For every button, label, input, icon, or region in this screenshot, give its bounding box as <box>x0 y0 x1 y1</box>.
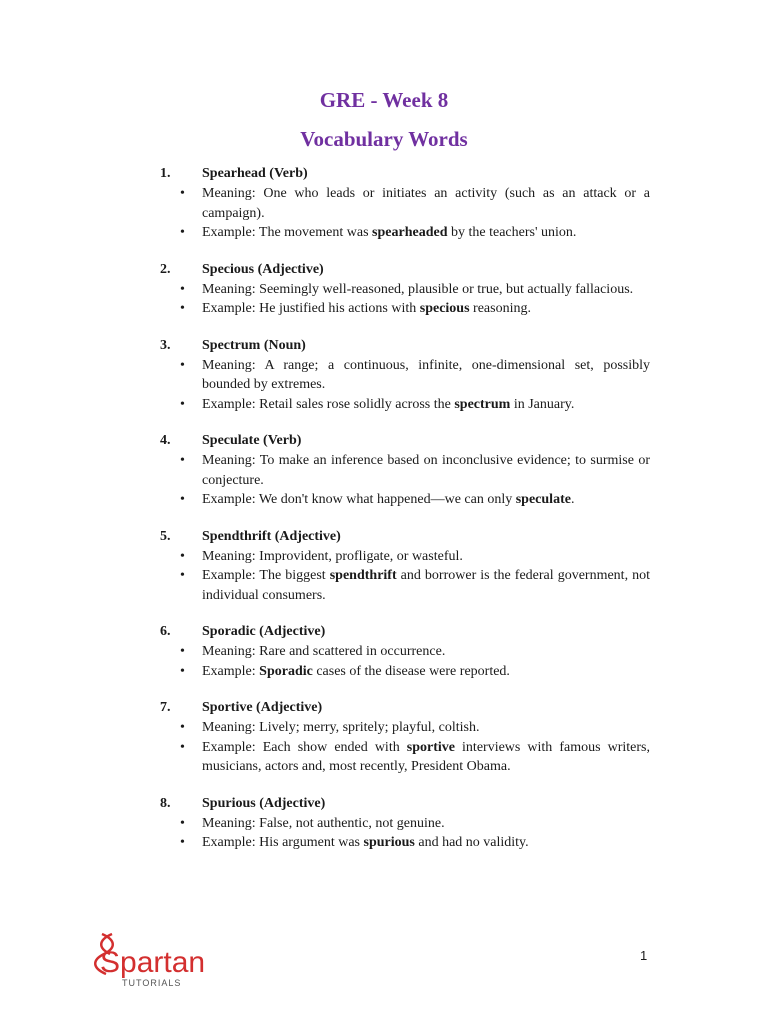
bullet-icon: • <box>180 225 185 240</box>
entry-number: 1. <box>160 166 171 181</box>
entry-meaning: Meaning: Improvident, profligate, or wasteful. <box>202 548 463 564</box>
page-number: 1 <box>640 948 648 963</box>
entry-word: Sportive (Adjective) <box>202 700 323 715</box>
entry-word: Spendthrift (Adjective) <box>202 528 341 544</box>
vocab-entry <box>160 164 650 243</box>
vocab-entry <box>160 794 650 853</box>
entry-meaning: Meaning: One who leads or initiates an activity (such as an attack or a campaign). <box>202 186 650 221</box>
bullet-icon: • <box>180 663 185 679</box>
entry-word: Specious (Adjective) <box>202 261 324 277</box>
entry-example: Example: Sporadic cases of the disease were reported. <box>202 663 510 679</box>
bullet-icon: • <box>180 815 185 831</box>
vocabulary-list <box>160 164 650 870</box>
entry-meaning: Meaning: A range; a continuous, infinite, one-dimensional set, possibly bounded by extremes. <box>202 357 650 392</box>
entry-example: Example: Retail sales rose solidly across the spectrum in January. <box>202 396 575 412</box>
entry-example: Example: He justified his actions with specious reasoning. <box>202 301 531 316</box>
entry-number: 2. <box>160 261 171 277</box>
entry-word: Sporadic (Adjective) <box>202 624 326 639</box>
logo-subtext: TUTORIALS <box>122 978 182 988</box>
bullet-icon: • <box>180 281 185 297</box>
entry-example: Example: The biggest spendthrift and borrower is the federal government, not individual consumers. <box>202 568 650 603</box>
entry-meaning: Meaning: Lively; merry, spritely; playful, coltish. <box>202 720 480 735</box>
bullet-icon: • <box>180 644 185 659</box>
logo-text: Spartan <box>100 946 206 979</box>
bullet-icon: • <box>180 492 185 507</box>
spartan-tutorials-logo <box>94 930 206 990</box>
entry-meaning: Meaning: Rare and scattered in occurrence. <box>202 644 446 659</box>
vocab-entry <box>160 698 650 777</box>
bullet-icon: • <box>180 186 185 201</box>
vocab-entry <box>160 336 650 415</box>
bullet-icon: • <box>180 739 185 755</box>
entry-number: 8. <box>160 795 171 811</box>
entry-meaning: Meaning: False, not authentic, not genuine. <box>202 815 445 831</box>
entry-word: Spurious (Adjective) <box>202 795 326 811</box>
bullet-icon: • <box>180 835 185 850</box>
entry-meaning: Meaning: Seemingly well-reasoned, plausible or true, but actually fallacious. <box>202 281 634 297</box>
bullet-icon: • <box>180 453 185 468</box>
entry-word: Speculate (Verb) <box>202 433 302 448</box>
entry-number: 4. <box>160 433 171 448</box>
page-title: GRE - Week 8 <box>319 88 449 112</box>
entry-word: Spearhead (Verb) <box>202 166 308 181</box>
entry-number: 5. <box>160 528 171 544</box>
vocab-entry <box>160 260 650 319</box>
bullet-icon: • <box>180 301 185 316</box>
bullet-icon: • <box>180 396 185 412</box>
entry-number: 6. <box>160 624 171 639</box>
entry-word: Spectrum (Noun) <box>202 337 306 353</box>
entry-example: Example: We don't know what happened—we can only speculate. <box>202 492 575 507</box>
bullet-icon: • <box>180 357 185 373</box>
vocab-entry <box>160 622 650 681</box>
entry-number: 3. <box>160 337 171 353</box>
entry-example: Example: Each show ended with sportive interviews with famous writers, musicians, actors and, most recently, President Obama. <box>202 739 650 774</box>
vocab-entry <box>160 527 650 606</box>
vocab-entry <box>160 431 650 510</box>
entry-example: Example: The movement was spearheaded by the teachers' union. <box>202 225 577 240</box>
entry-meaning: Meaning: To make an inference based on inconclusive evidence; to surmise or conjecture. <box>202 453 650 488</box>
entry-example: Example: His argument was spurious and had no validity. <box>202 835 529 850</box>
bullet-icon: • <box>180 568 185 583</box>
bullet-icon: • <box>180 548 185 564</box>
bullet-icon: • <box>180 720 185 735</box>
page-subtitle: Vocabulary Words <box>300 127 468 151</box>
entry-number: 7. <box>160 700 171 715</box>
